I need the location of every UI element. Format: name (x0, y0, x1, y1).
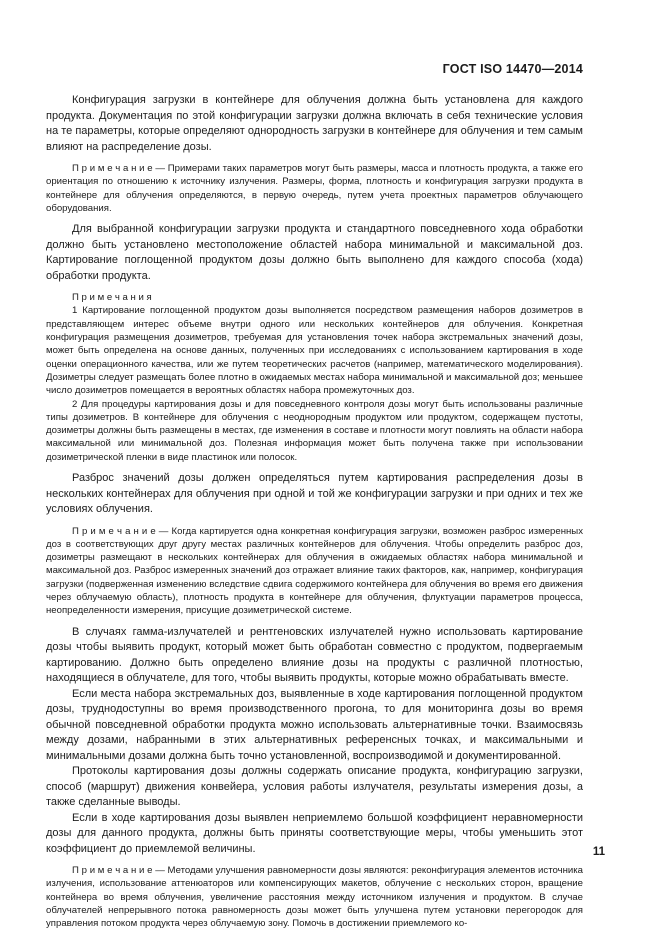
page-number: 11 (592, 846, 605, 858)
paragraph-dose-variation: Разброс значений дозы должен определяться путем картирования распределения дозы в нескольких контейнерах для облучения при одной и той же конфигурации загрузки и при одних и тех же условиях облучения. (46, 472, 583, 516)
document-header: ГОСТ ISO 14470—2014 (442, 62, 583, 76)
notes-list-heading: П р и м е ч а н и я (72, 292, 152, 304)
paragraph-nonuniformity-coefficient: Если в ходе картирования дозы выявлен неприемлемо большой коэффициент неравномерности дозы для данного продукта, должны быть приняты соответствующие меры, чтобы уменьшить этот коэффициент до приемлемой величины. (46, 811, 583, 855)
paragraph-alternative-points: Если места набора экстремальных доз, выявленные в ходе картирования поглощенной продуктом дозы, труднодоступны во время производственного прогона, то для мониторинга дозы во время обычной повседневной обработки продукта можно использовать альтернативные точки. Взаимосвязь между дозами, набранными в этих альтернативных референсных точках, и максимальными и минимальными дозами должна быть точно установленной, воспроизводимой и документированной. (46, 687, 583, 762)
note-item-2-dosimeter-types: 2 Для процедуры картирования дозы и для повседневного контроля дозы могут быть использованы различные типы дозиметров. В контейнере для облучения с неоднородным продуктом или продуктом, содержащем пустоты, дозиметры должны быть размещены в местах, где изменения в составе и плотности могут повлиять на области набора максимальной или минимальной доз. Полезная информация может быть получена также при использовании дозиметрической пленки в виде пластинок или полосок. (46, 398, 583, 463)
note-item-1-dosimeter-placement: 1 Картирование поглощенной продуктом дозы выполняется посредством размещения наборов дозиметров в представляющем интерес объеме внутри одного или нескольких контейнеров для облучения. Конкретная конфигурация размещения дозиметров, требуемая для установления точек набора экстремальных значений дозы, может быть определена на основе данных, полученных при исследованиях с использованием картирования в ходе оценки операционного качества, или же путем теоретических расчетов (например, математического моделирования). Дозиметры следует размещать более плотно в ожидаемых местах набора минимальной и максимальной доз; меньшее число дозиметров помещается в вероятных областях набора промежуточных доз. (46, 305, 583, 397)
paragraph-mapping-protocols: Протоколы картирования дозы должны содержать описание продукта, конфигурацию загрузки, способ (маршрут) движения конвейера, условия работы излучателя, результаты измерения дозы, а также сделанные выводы. (46, 765, 583, 809)
note-parameters-examples: П р и м е ч а н и е — Примерами таких параметров могут быть размеры, масса и плотность продукта, а также его ориентация по отношению к источнику излучения. Размеры, форма, плотность и конфигурация загрузки продукта в контейнере для облучения определяются, в первую очередь, путем учета проектных параметров облучающего оборудования. (46, 163, 583, 214)
note-uniformity-improvement-methods: П р и м е ч а н и е — Методами улучшения равномерности дозы являются: реконфигурация элементов источника излучения, использование аттенюаторов или компенсирующих макетов, облучение с нескольких сторон, вращение контейнера во время облучения, увеличение расстояния между источником излучения и продуктом. В случае облучателей непрерывного потока равномерность дозы может быть улучшена путем установки перегородок для управления потоком продукта через облучаемую зону. Помочь в достижении приемлемого ко- (46, 865, 583, 930)
paragraph-dose-mapping-required: Для выбранной конфигурации загрузки продукта и стандартного повседневного хода обработки должно быть установлено местоположение областей набора минимальной и максимальной доз. Картирование поглощенной продуктом дозы должно быть выполнено для каждого способа (хода) обработки продукта. (46, 223, 583, 282)
paragraph-load-configuration: Конфигурация загрузки в контейнере для облучения должна быть установлена для каждого продукта. Документация по этой конфигурации загрузки должна включать в себя технические условия на те параметры, которые определяют однородность загрузки в контейнере для облучения и тем самым влияют на распределение дозы. (46, 94, 583, 153)
note-dose-spread: П р и м е ч а н и е — Когда картируется одна конкретная конфигурация загрузки, возможен разброс измеренных доз в соответствующих друг другу местах различных контейнеров для облучения. Чтобы определить разброс доз, дозиметры размещают в нескольких контейнерах для облучения в ожидаемых областях набора минимальной и максимальной доз. Разброс измеренных значений доз отражает влияние таких факторов, как, например, конфигурация загрузки (подверженная изменению вследствие сдвига содержимого контейнера для облучения во время его движения через облучаемую область), плотность продукта в контейнере для облучения, флуктуации параметров процесса, неопределенности измерения, присущие дозиметрической системе. (46, 525, 583, 617)
paragraph-gamma-xray-mapping: В случаях гамма-излучателей и рентгеновских излучателей нужно использовать картирование дозы чтобы выявить продукт, который может быть обработан совместно с продуктом, подвергаемым картированию. Должно быть определено влияние дозы на продукты с различной плотностью, находящиеся в облучателе, для того, чтобы выявить продукты, которые можно обрабатывать вместе. (46, 625, 583, 685)
text-column (46, 62, 583, 935)
